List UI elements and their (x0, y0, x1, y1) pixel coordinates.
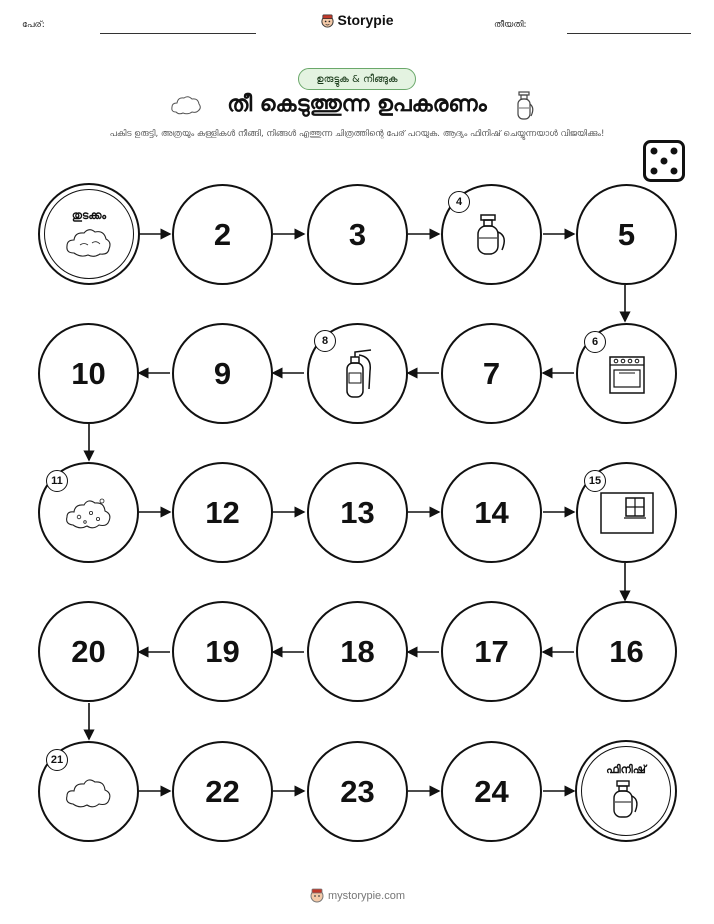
board-cell-10: 10 (38, 323, 139, 424)
footer (0, 887, 714, 903)
board-cell-7: 7 (441, 323, 542, 424)
start-label: തുടക്കം (71, 209, 107, 222)
cell-number-tag-21: 21 (46, 749, 68, 771)
board-cell-9: 9 (172, 323, 273, 424)
storypie-mascot-icon (309, 887, 325, 903)
instructions-text: പകിട ഉരുട്ടി, അത്രയും കള്ളികൾ നീങ്ങി, നിങ്ങൾ എത്തുന്ന ചിത്രത്തിന്റെ പേര് പറയുക. ആദ്യം ഫിനിഷ് ചെയ്യുന്നയാൾ വിജയിക്കും! (109, 129, 605, 139)
board-cell-18: 18 (307, 601, 408, 702)
fire-extinguisher-icon (338, 347, 378, 401)
board-cell-5: 5 (576, 184, 677, 285)
board-cell-2: 2 (172, 184, 273, 285)
start-cell (44, 189, 134, 279)
cell-number-tag-15: 15 (584, 470, 606, 492)
board-cell-24: 24 (441, 741, 542, 842)
brand-name: Storypie (337, 12, 394, 28)
gas-cylinder-icon (472, 212, 512, 258)
window-icon (599, 491, 655, 535)
smoke-cloud-icon (64, 495, 114, 531)
board-cell-16: 16 (576, 601, 677, 702)
finish-cell (581, 746, 671, 836)
board-cell-3: 3 (307, 184, 408, 285)
smoke-cloud-icon (64, 774, 114, 810)
stove-icon (607, 353, 647, 395)
date-label: തീയതി: (494, 20, 527, 30)
cell-number-tag-4: 4 (448, 191, 470, 213)
board-cell-20: 20 (38, 601, 139, 702)
board-cell-14: 14 (441, 462, 542, 563)
board-cell-23: 23 (307, 741, 408, 842)
name-label: പേര്: (22, 20, 45, 30)
board-cell-22: 22 (172, 741, 273, 842)
gas-cylinder-icon (609, 779, 643, 819)
finish-label: ഫിനിഷ് (606, 763, 646, 776)
cell-number-tag-6: 6 (584, 331, 606, 353)
smoke-cloud-icon (64, 225, 114, 259)
board-cell-12: 12 (172, 462, 273, 563)
board-cell-17: 17 (441, 601, 542, 702)
page-title: തീ കെടുത്തുന്ന ഉപകരണം (227, 92, 487, 117)
board-cell-13: 13 (307, 462, 408, 563)
board-cell-19: 19 (172, 601, 273, 702)
cell-number-tag-11: 11 (46, 470, 68, 492)
cell-number-tag-8: 8 (314, 330, 336, 352)
activity-badge: ഉരുട്ടുക & നീങ്ങുക (298, 68, 416, 90)
footer-url[interactable]: mystorypie.com (327, 890, 406, 902)
